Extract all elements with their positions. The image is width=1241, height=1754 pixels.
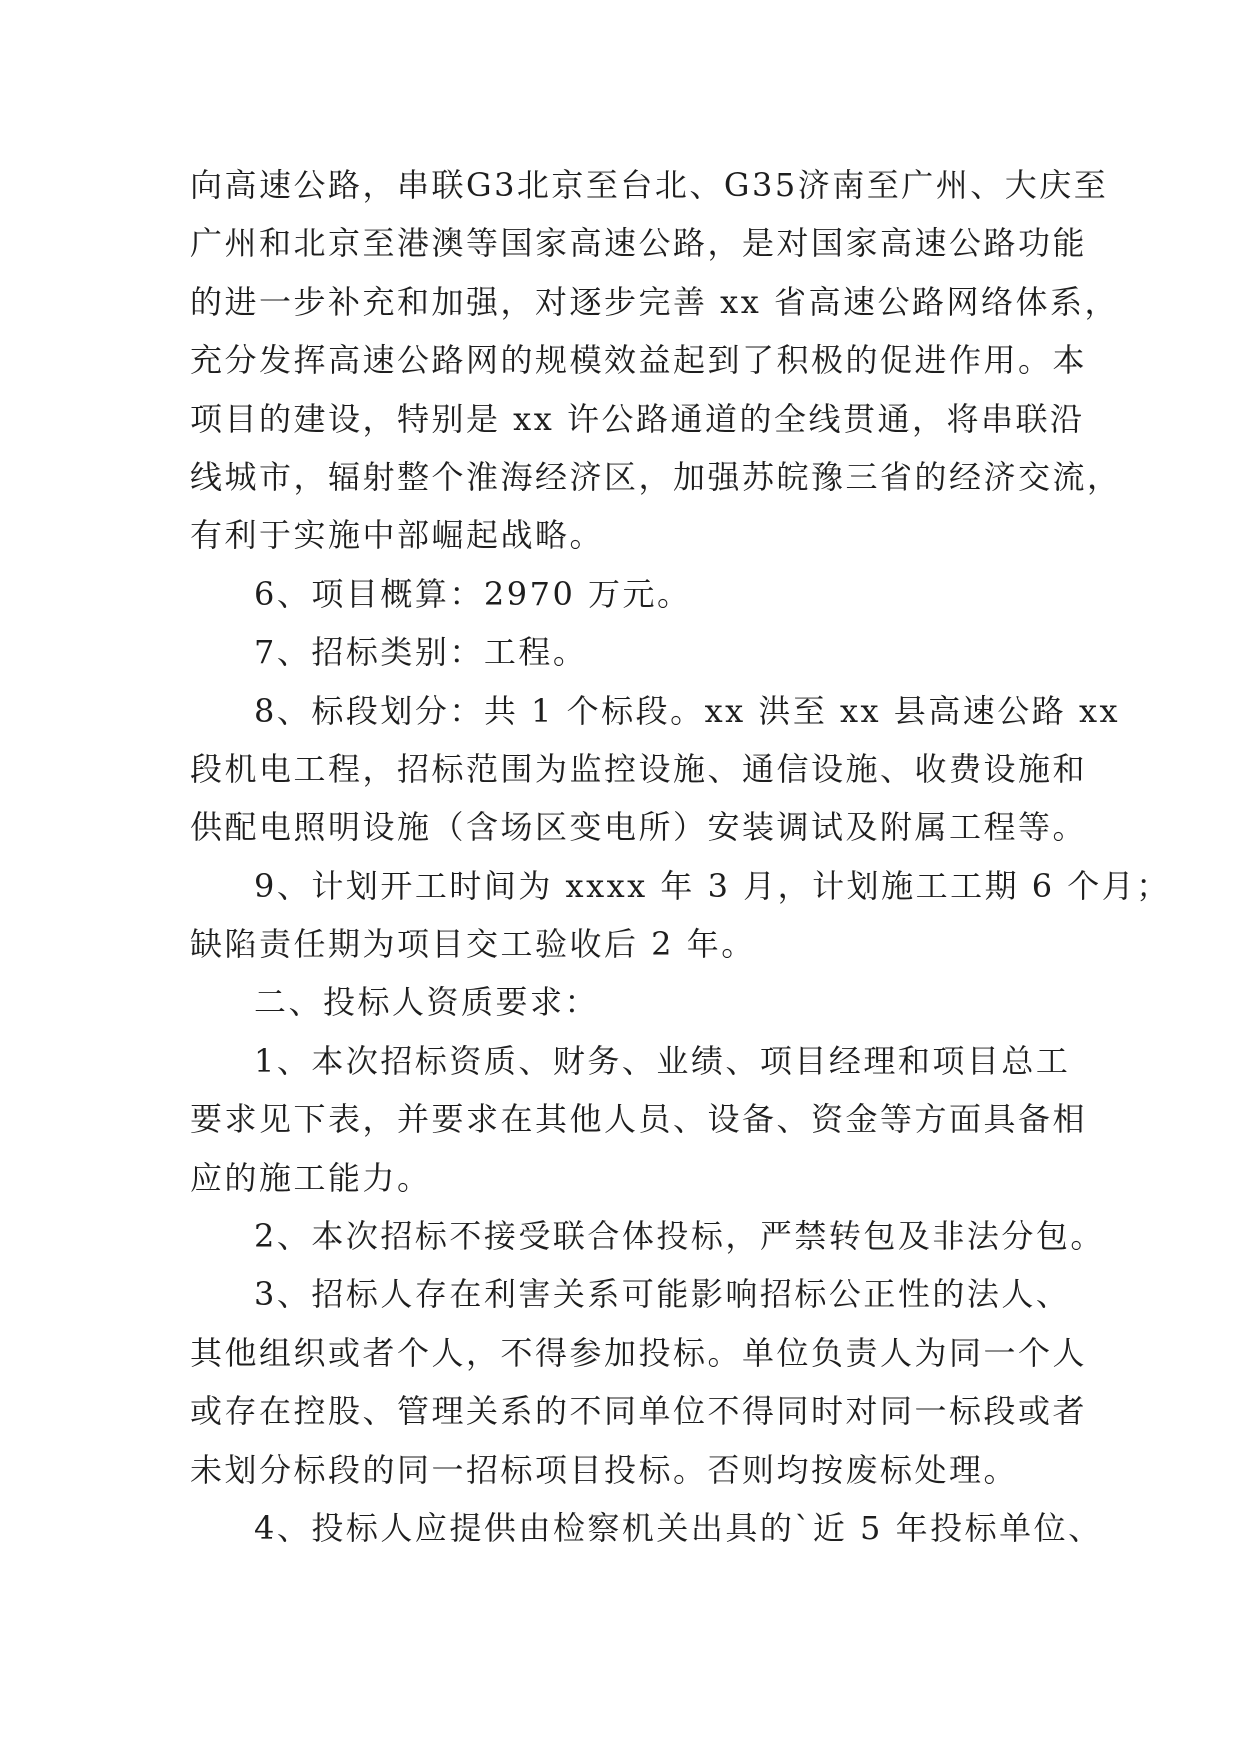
section-heading: 二、投标人资质要求： xyxy=(254,983,600,1022)
text-line: 广州和北京至港澳等国家高速公路，是对国家高速公路功能 xyxy=(190,224,1088,263)
text-line: 3、招标人存在利害关系可能影响招标公正性的法人、 xyxy=(254,1275,1071,1314)
text-line: 段机电工程，招标范围为监控设施、通信设施、收费设施和 xyxy=(190,749,1088,788)
text-line: 的进一步补充和加强，对逐步完善 xx 省高速公路网络体系， xyxy=(190,282,1119,321)
text-line: 未划分标段的同一招标项目投标。否则均按废标处理。 xyxy=(190,1450,1019,1489)
text-line: 项目的建设，特别是 xx 许公路通道的全线贯通，将串联沿 xyxy=(190,399,1085,438)
text-line: 有利于实施中部崛起战略。 xyxy=(190,516,605,555)
text-line: 6、项目概算：2970 万元。 xyxy=(254,574,692,613)
text-line: 供配电照明设施（含场区变电所）安装调试及附属工程等。 xyxy=(190,808,1088,847)
text-line: 9、计划开工时间为 xxxx 年 3 月，计划施工工期 6 个月； xyxy=(254,866,1171,905)
text-line: 向高速公路，串联G3北京至台北、G35济南至广州、大庆至 xyxy=(190,166,1109,204)
text-line: 2、本次招标不接受联合体投标，严禁转包及非法分包。 xyxy=(254,1217,1105,1256)
text-line: 或存在控股、管理关系的不同单位不得同时对同一标段或者 xyxy=(190,1392,1088,1431)
text-line: 充分发挥高速公路网的规模效益起到了积极的促进作用。本 xyxy=(190,341,1088,380)
text-line: 其他组织或者个人，不得参加投标。单位负责人为同一个人 xyxy=(190,1333,1088,1372)
text-line: 线城市，辐射整个淮海经济区，加强苏皖豫三省的经济交流， xyxy=(190,457,1122,496)
text-line: 应的施工能力。 xyxy=(190,1158,432,1197)
text-line: 4、投标人应提供由检察机关出具的`近 5 年投标单位、 xyxy=(254,1508,1103,1547)
text-line: 8、标段划分：共 1 个标段。xx 洪至 xx 县高速公路 xx xyxy=(254,691,1121,730)
text-line: 要求见下表，并要求在其他人员、设备、资金等方面具备相 xyxy=(190,1100,1088,1139)
text-line: 1、本次招标资质、财务、业绩、项目经理和项目总工 xyxy=(254,1041,1071,1080)
text-line: 7、招标类别：工程。 xyxy=(254,633,588,672)
document-body xyxy=(190,156,1171,1557)
text-line: 缺陷责任期为项目交工验收后 2 年。 xyxy=(190,925,756,964)
